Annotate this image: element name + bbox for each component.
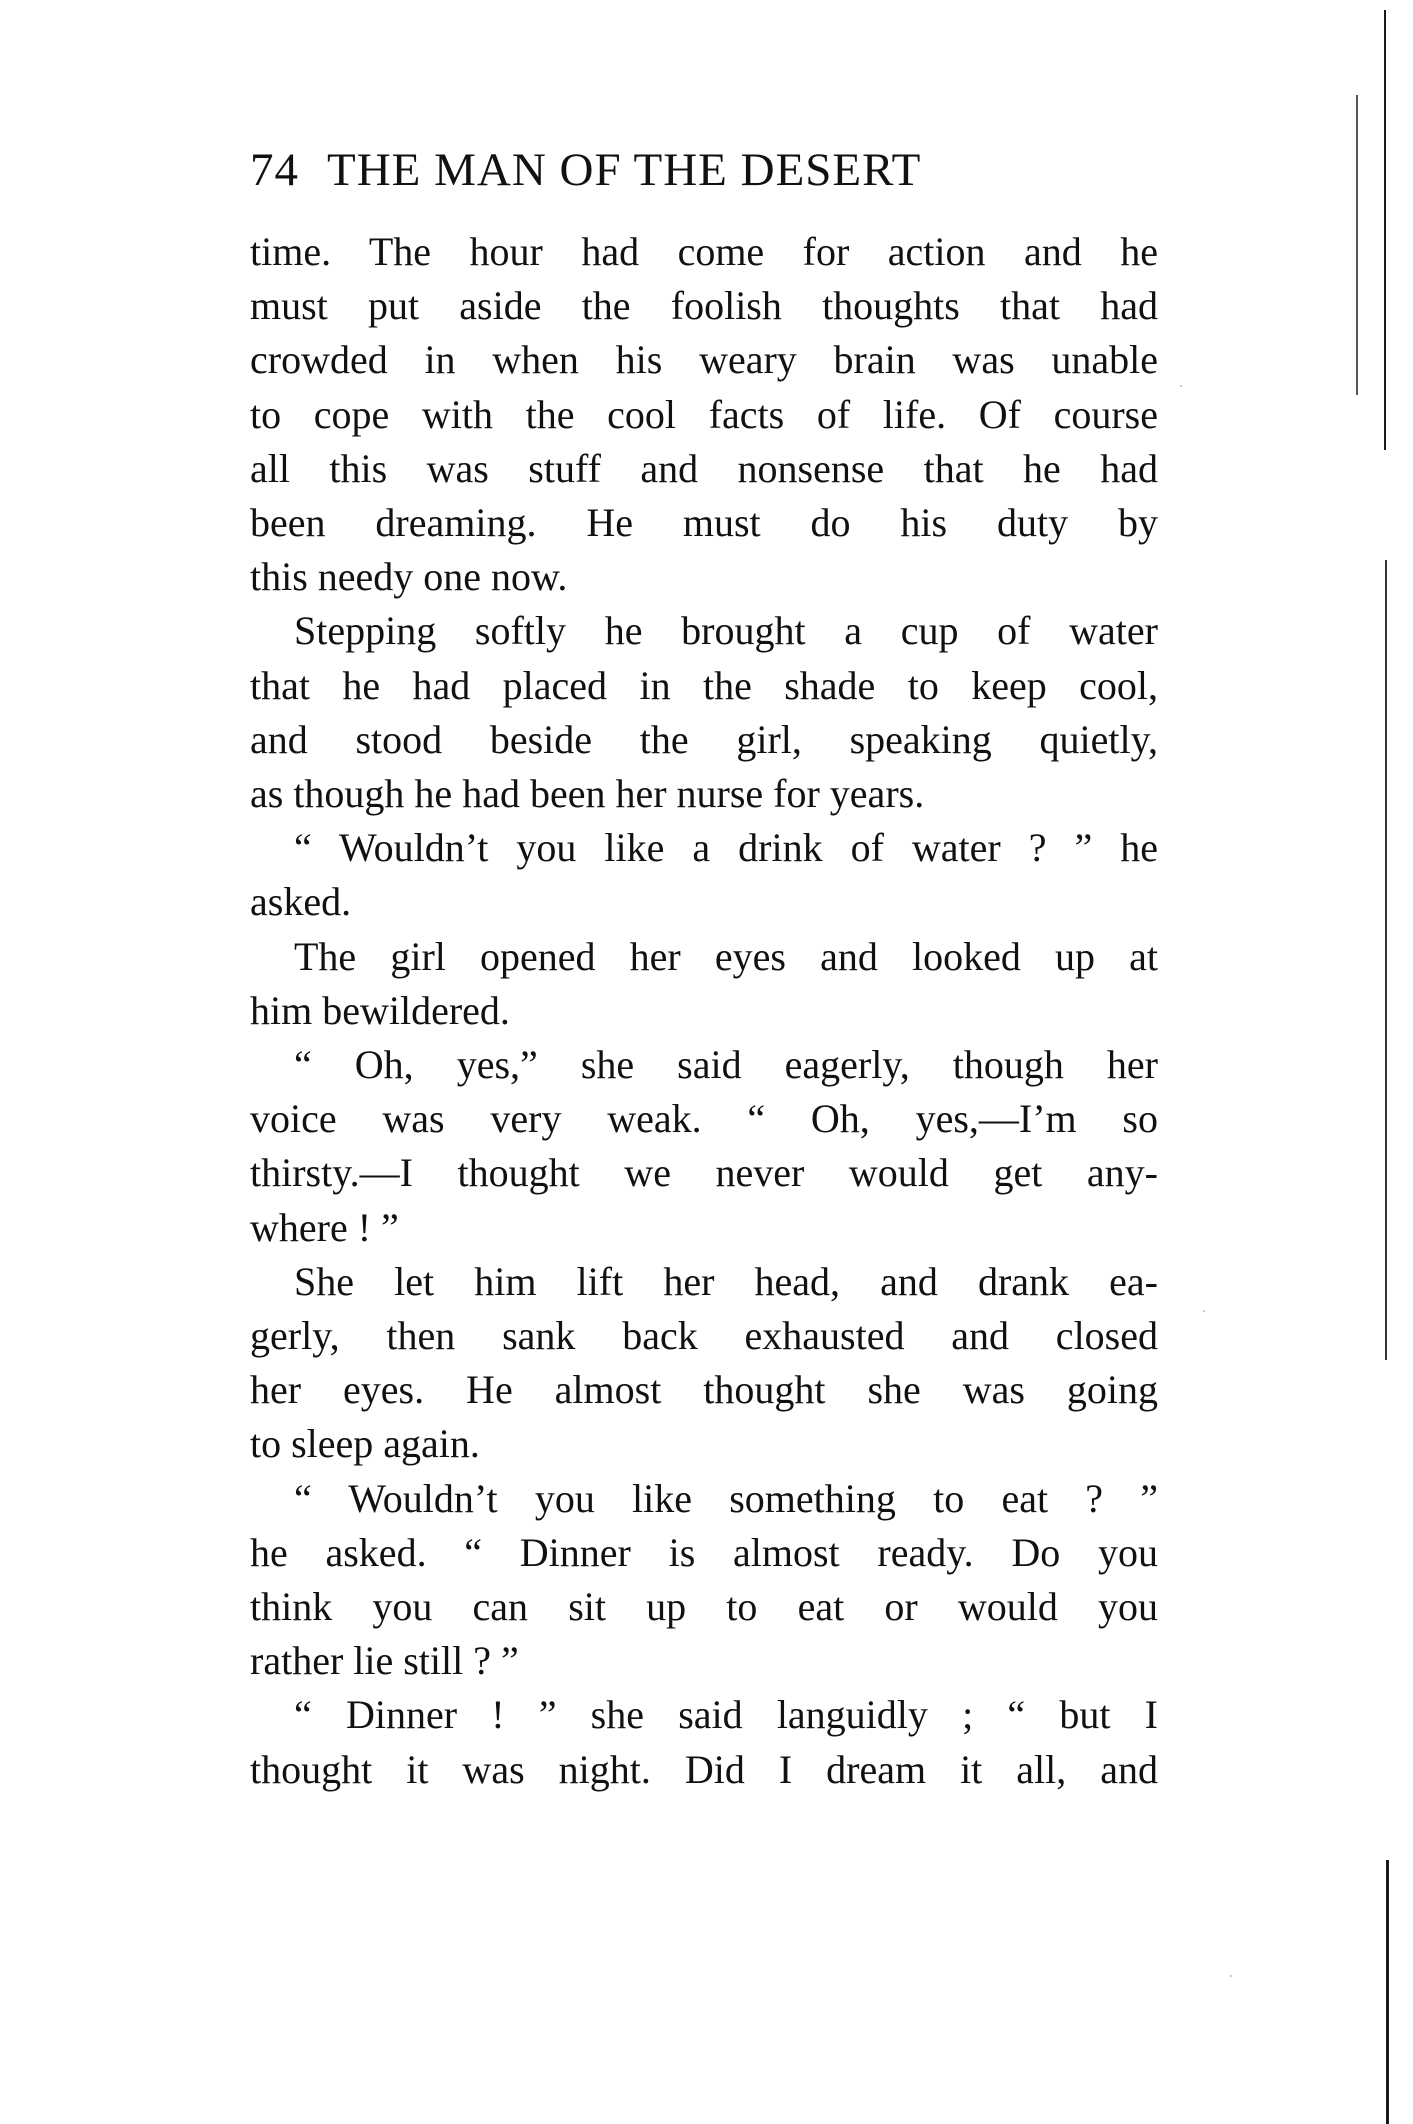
page-number: 74 — [250, 144, 299, 196]
text-line: “ Wouldn’t you like something to eat ? ” — [294, 1475, 1158, 1521]
paper-speck — [1203, 1310, 1205, 1312]
text-line: that he had placed in the shade to keep cool, — [250, 662, 1158, 708]
text-line: all this was stuff and nonsense that he had — [250, 445, 1158, 491]
text-line: “ Oh, yes,” she said eagerly, though her — [294, 1042, 1158, 1088]
paragraph — [250, 821, 1158, 929]
binding-edge-line — [1386, 1860, 1389, 2124]
paragraph — [250, 1255, 1158, 1472]
text-line: thought it was night. Did I dream it all, and — [250, 1746, 1158, 1792]
text-line: asked. — [250, 879, 352, 925]
text-line: time. The hour had come for action and he — [250, 229, 1158, 274]
binding-edge-line — [1385, 560, 1387, 1360]
paragraph — [250, 1688, 1158, 1796]
text-line: “ Dinner ! ” she said languidly ; “ but I — [294, 1692, 1158, 1738]
text-line: him bewildered. — [250, 987, 510, 1033]
text-line: gerly, then sank back exhausted and closed — [250, 1313, 1158, 1359]
paragraph — [250, 225, 1158, 604]
text-line: he asked. “ Dinner is almost ready. Do you — [250, 1529, 1158, 1575]
text-line: crowded in when his weary brain was unable — [250, 337, 1158, 383]
paragraph — [250, 604, 1158, 821]
text-line: to sleep again. — [250, 1421, 480, 1467]
text-line: thirsty.—I thought we never would get any- — [250, 1150, 1158, 1196]
text-line: her eyes. He almost thought she was going — [250, 1367, 1158, 1413]
text-line: She let him lift her head, and drank ea- — [294, 1258, 1158, 1304]
text-line: “ Wouldn’t you like a drink of water ? ” he — [294, 825, 1158, 871]
text-line: Stepping softly he brought a cup of water — [294, 608, 1158, 654]
text-line: to cope with the cool facts of life. Of course — [250, 391, 1158, 437]
paragraph — [250, 1472, 1158, 1689]
text-line: as though he had been her nurse for years. — [250, 771, 925, 817]
text-line: rather lie still ? ” — [250, 1638, 519, 1684]
paper-speck — [1180, 385, 1182, 387]
text-line: where ! ” — [250, 1204, 399, 1250]
text-line: been dreaming. He must do his duty by — [250, 500, 1158, 546]
running-title: THE MAN OF THE DESERT — [327, 144, 922, 196]
binding-edge-line — [1384, 10, 1386, 450]
binding-edge-line — [1356, 95, 1358, 395]
body-text — [250, 225, 1158, 1797]
text-line: think you can sit up to eat or would you — [250, 1584, 1158, 1630]
paper-speck — [1230, 1975, 1232, 1977]
text-line: The girl opened her eyes and looked up at — [294, 933, 1158, 979]
paragraph — [250, 1038, 1158, 1255]
text-line: must put aside the foolish thoughts that had — [250, 283, 1158, 329]
paragraph — [250, 930, 1158, 1038]
text-line: voice was very weak. “ Oh, yes,—I’m so — [250, 1096, 1158, 1142]
text-line: and stood beside the girl, speaking quietly, — [250, 716, 1158, 762]
running-head — [250, 140, 1170, 200]
text-line: this needy one now. — [250, 554, 568, 600]
